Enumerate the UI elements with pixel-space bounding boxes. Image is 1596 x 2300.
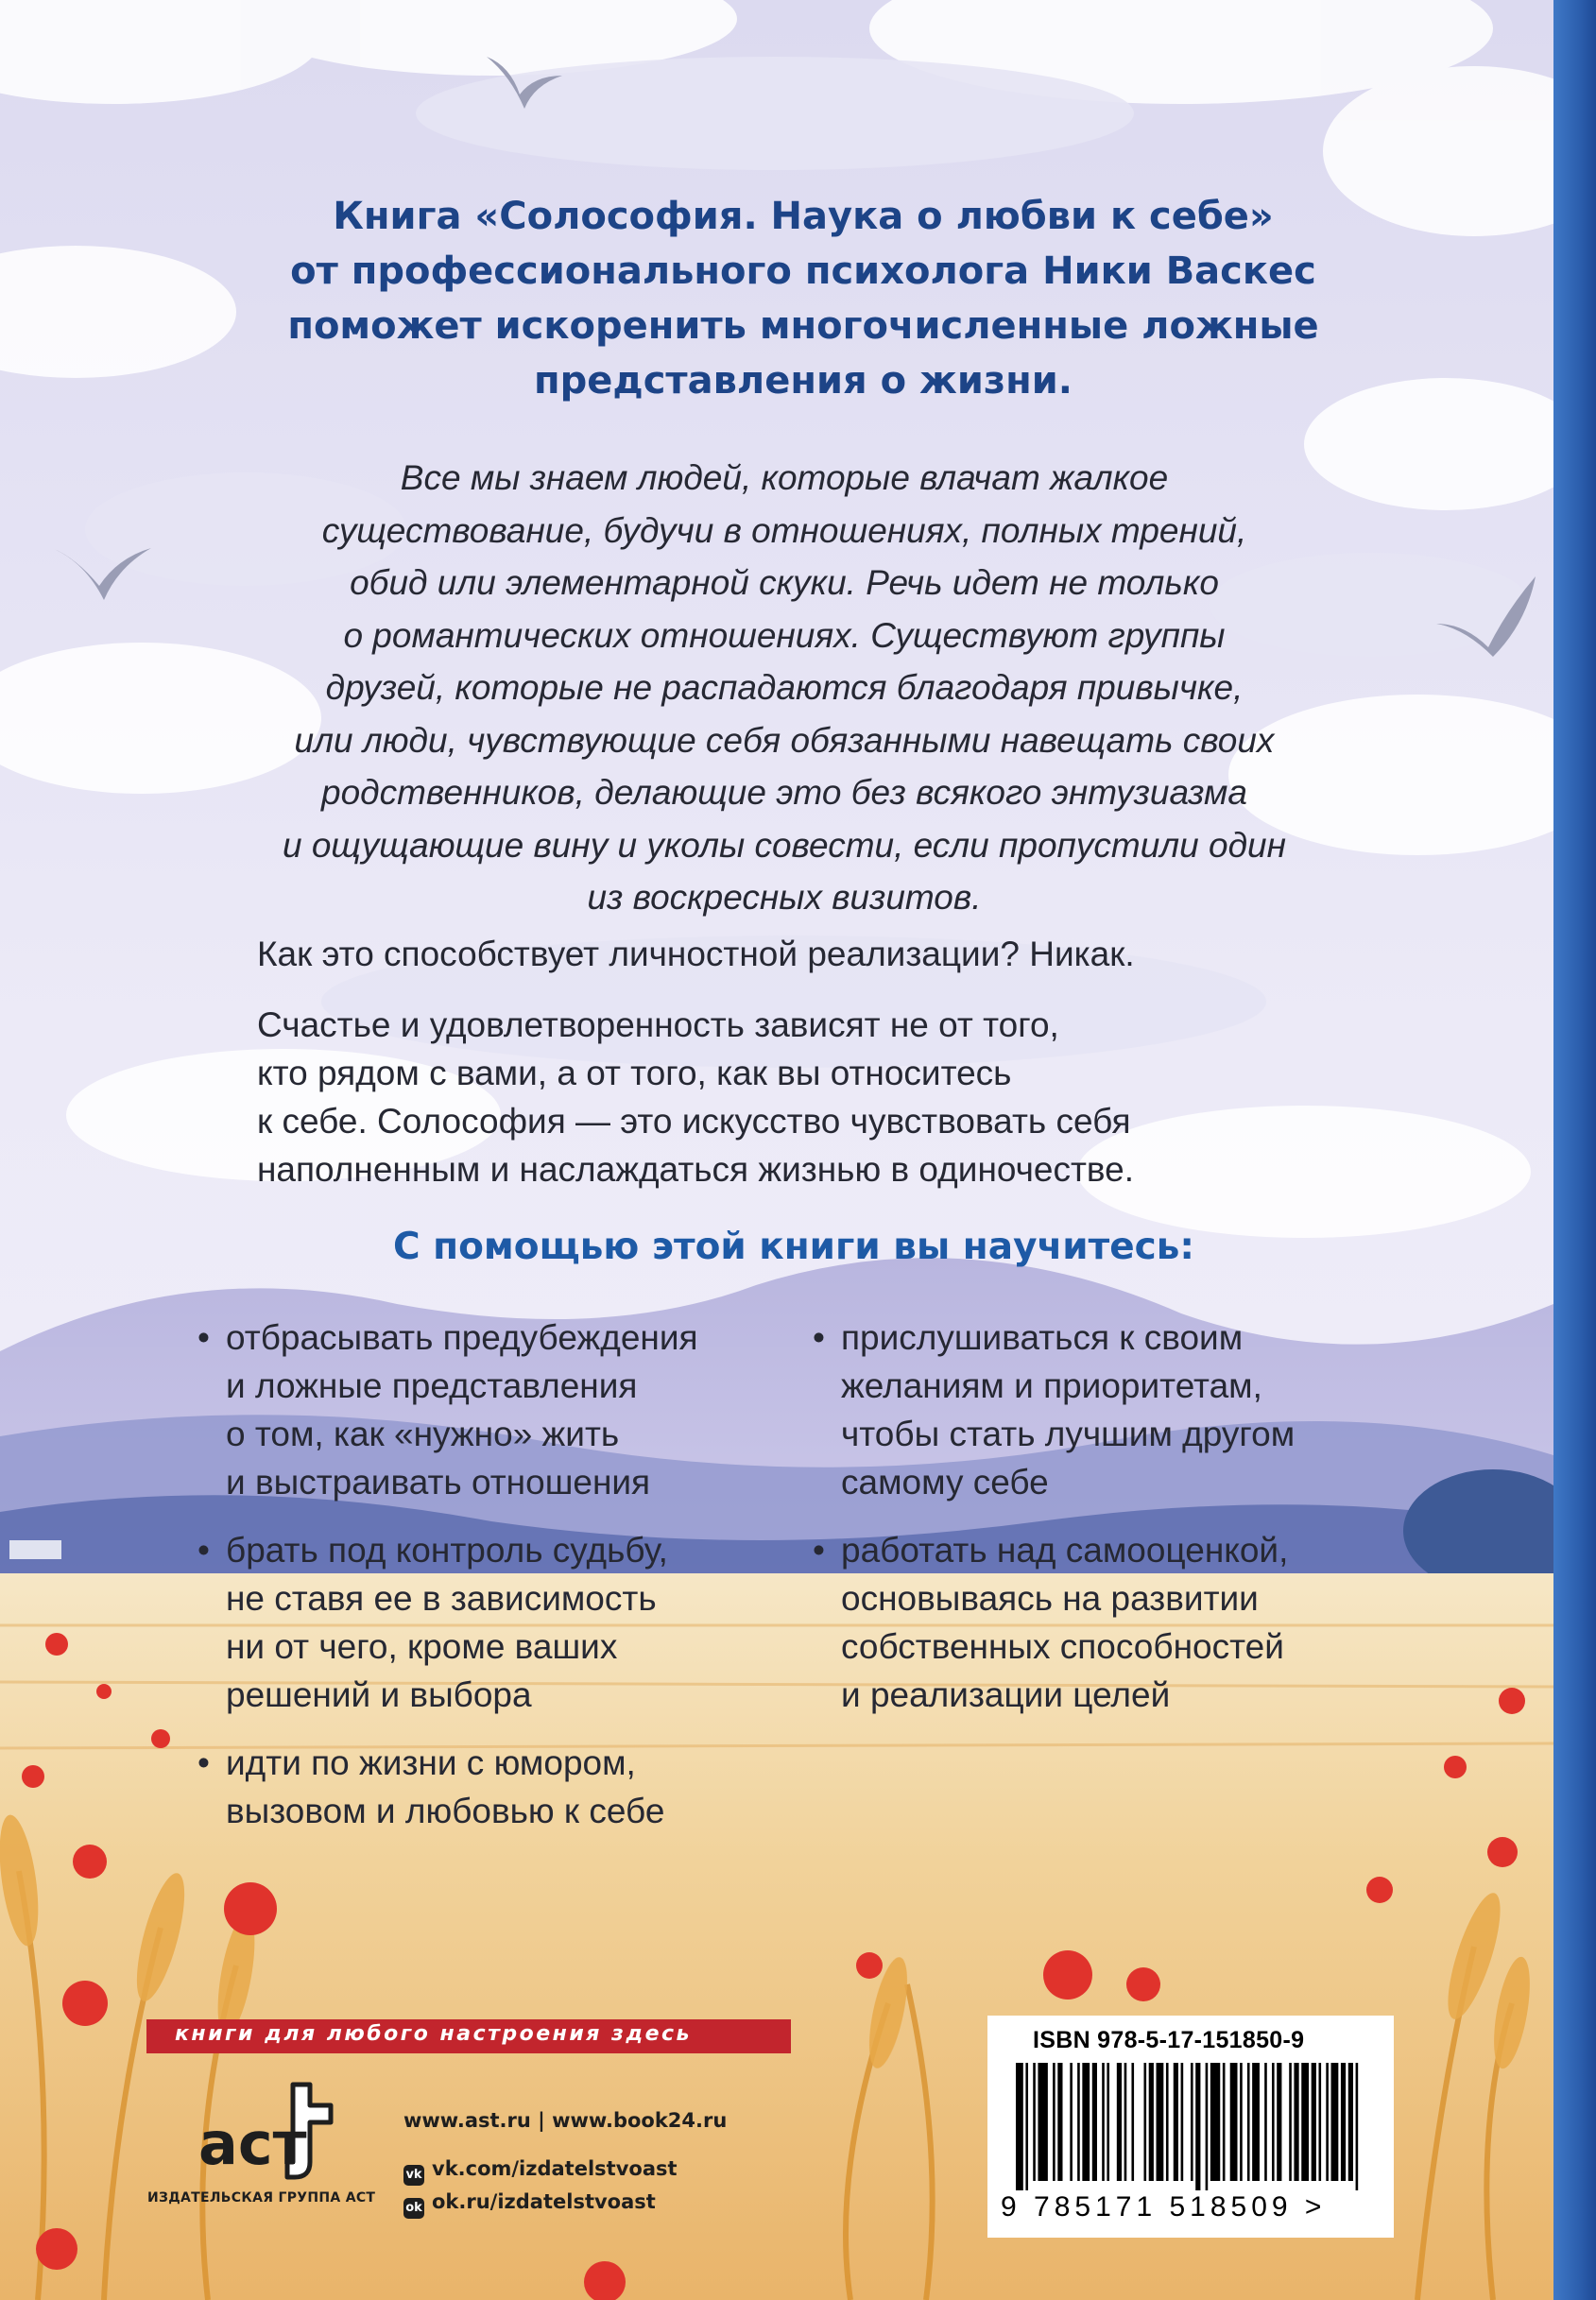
barcode-bar <box>1247 2063 1250 2181</box>
bullet-line: желаниям и приоритетам, <box>841 1366 1262 1405</box>
logo-wordmark: аст <box>198 2109 307 2178</box>
barcode-bar <box>1149 2063 1154 2181</box>
bullet-item <box>197 1526 668 1719</box>
paragraph-line: кто рядом с вами, а от того, как вы относитесь <box>257 1054 1012 1092</box>
barcode-bar <box>1326 2063 1329 2181</box>
bullet-line: отбрасывать предубеждения <box>226 1318 698 1357</box>
bullet-item <box>197 1739 665 1835</box>
barcode-bar <box>1294 2063 1298 2181</box>
paragraph-line: наполненным и наслаждаться жизнью в одиночестве. <box>257 1150 1135 1189</box>
barcode-bar <box>1131 2063 1134 2181</box>
barcode-bar <box>1272 2063 1275 2181</box>
bullet-line: основываясь на развитии <box>841 1579 1259 1618</box>
quote-line: и ощущающие вину и уколы совести, если пропустили один <box>282 825 1286 865</box>
barcode-bar <box>1348 2063 1353 2181</box>
barcode-bar <box>1277 2063 1281 2181</box>
quote-line: Все мы знаем людей, которые влачат жалкое <box>400 458 1169 497</box>
barcode-bar <box>1206 2063 1209 2190</box>
bullet-dot: • <box>813 1531 825 1570</box>
bullet-line: идти по жизни с юмором, <box>226 1743 636 1782</box>
bullet-dot: • <box>813 1318 825 1357</box>
bullet-line: работать над самооценкой, <box>841 1531 1289 1570</box>
bullet-line: прислушиваться к своим <box>841 1318 1244 1357</box>
barcode-bar <box>1038 2063 1047 2181</box>
barcode-bar <box>1252 2063 1260 2181</box>
intro-quote <box>198 452 1370 924</box>
barcode-bar <box>1107 2063 1109 2181</box>
headline-line: от профессионального психолога Ники Васкес <box>290 249 1316 293</box>
quote-line: обид или элементарной скуки. Речь идет не только <box>350 563 1219 602</box>
barcode-bar <box>1289 2063 1292 2181</box>
quote-line: родственников, делающие это без всякого энтузиазма <box>321 773 1247 812</box>
bullet-line: о том, как «нужно» жить <box>226 1415 620 1453</box>
barcode-bar <box>1077 2063 1080 2181</box>
bullet-dot: • <box>197 1318 210 1357</box>
barcode-bar <box>1092 2063 1097 2181</box>
bullet-line: и выстраивать отношения <box>226 1463 651 1502</box>
barcode-bar <box>1174 2063 1178 2181</box>
bullet-line: вызовом и любовью к себе <box>226 1792 665 1830</box>
social-text: vk.com/izdatelstvoast <box>432 2157 678 2180</box>
bullet-line: не ставя ее в зависимость <box>226 1579 657 1618</box>
paragraph-line: к себе. Солософия — это искусство чувствовать себя <box>257 1102 1131 1141</box>
bullet-item <box>197 1313 698 1506</box>
barcode-bar <box>1230 2063 1238 2181</box>
promo-ribbon <box>146 2019 791 2053</box>
barcode-bar <box>1301 2063 1309 2181</box>
bullet-item <box>813 1313 1296 1506</box>
barcode-bar <box>1318 2063 1321 2181</box>
bullet-line: решений и выбора <box>226 1675 532 1714</box>
barcode-bar <box>1195 2063 1200 2190</box>
barcode <box>1016 2063 1365 2190</box>
barcode-bar <box>1117 2063 1122 2181</box>
paragraph-question <box>257 930 1372 978</box>
social-link-vk[interactable] <box>403 2157 678 2186</box>
bullet-line: собственных способностей <box>841 1627 1284 1666</box>
isbn-number: ISBN 978-5-17-151850-9 <box>1033 2027 1305 2053</box>
social-text: ok.ru/izdatelstvoast <box>432 2190 656 2213</box>
barcode-bar <box>1210 2063 1220 2181</box>
ok-icon: ok <box>403 2198 424 2219</box>
ast-logo-icon <box>189 2071 359 2185</box>
barcode-bar <box>1181 2063 1184 2181</box>
bullet-line: брать под контроль судьбу, <box>226 1531 668 1570</box>
barcode-bar <box>1057 2063 1062 2181</box>
headline <box>246 189 1361 408</box>
barcode-bar <box>1264 2063 1267 2181</box>
bullet-dot: • <box>197 1743 210 1782</box>
paragraph-line: Как это способствует личностной реализации? Никак. <box>257 935 1135 973</box>
barcode-bar <box>1124 2063 1127 2181</box>
vk-icon: vk <box>403 2165 424 2186</box>
barcode-bar <box>1341 2063 1346 2181</box>
website-links[interactable]: www.ast.ru | www.book24.ru <box>403 2109 728 2132</box>
promo-ribbon-text: книги для любого настроения здесь <box>175 2022 692 2046</box>
barcode-bar <box>1016 2063 1023 2190</box>
headline-line: Книга «Солософия. Наука о любви к себе» <box>333 195 1274 238</box>
bullet-line: и ложные представления <box>226 1366 638 1405</box>
barcode-bar <box>1070 2063 1073 2181</box>
barcode-bar <box>1240 2063 1243 2181</box>
bullet-item <box>813 1526 1289 1719</box>
barcode-bar <box>1157 2063 1164 2181</box>
paragraph-happiness <box>257 1001 1372 1193</box>
barcode-bar <box>1331 2063 1339 2181</box>
learn-heading: С помощью этой книги вы научитесь: <box>392 1226 1195 1268</box>
publisher-caption: ИЗДАТЕЛЬСКАЯ ГРУППА АСТ <box>147 2190 376 2206</box>
quote-line: или люди, чувствующие себя обязанными навещать своих <box>294 720 1275 760</box>
quote-line: существование, будучи в отношениях, полных трений, <box>321 510 1247 550</box>
headline-line: представления о жизни. <box>534 359 1073 403</box>
barcode-bar <box>1025 2063 1028 2190</box>
barcode-bar <box>1053 2063 1055 2181</box>
barcode-bar <box>1102 2063 1105 2181</box>
bullet-line: и реализации целей <box>841 1675 1171 1714</box>
barcode-bar <box>1356 2063 1359 2190</box>
bullet-line: чтобы стать лучшим другом <box>841 1415 1296 1453</box>
barcode-bar <box>1143 2063 1146 2181</box>
barcode-bar <box>1033 2063 1036 2181</box>
quote-line: друзей, которые не распадаются благодаря привычке, <box>325 668 1244 707</box>
barcode-bar <box>1082 2063 1090 2181</box>
barcode-bar <box>1191 2063 1193 2181</box>
barcode-bar <box>1166 2063 1169 2181</box>
cover-spine-edge <box>1553 0 1596 2300</box>
quote-line: из воскресных визитов. <box>587 878 982 917</box>
quote-line: о романтических отношениях. Существуют группы <box>343 615 1226 655</box>
barcode-bar <box>1312 2063 1316 2181</box>
bullet-dot: • <box>197 1531 210 1570</box>
paragraph-line: Счастье и удовлетворенность зависят не от того, <box>257 1005 1059 1044</box>
barcode-bar <box>1223 2063 1226 2181</box>
headline-line: поможет искоренить многочисленные ложные <box>287 304 1319 348</box>
bullet-line: самому себе <box>841 1463 1049 1502</box>
isbn-block: ISBN 978-5-17-151850-9 9 785171 518509 > <box>987 2016 1394 2238</box>
social-link-ok[interactable] <box>403 2190 656 2219</box>
bullet-line: ни от чего, кроме ваших <box>226 1627 618 1666</box>
